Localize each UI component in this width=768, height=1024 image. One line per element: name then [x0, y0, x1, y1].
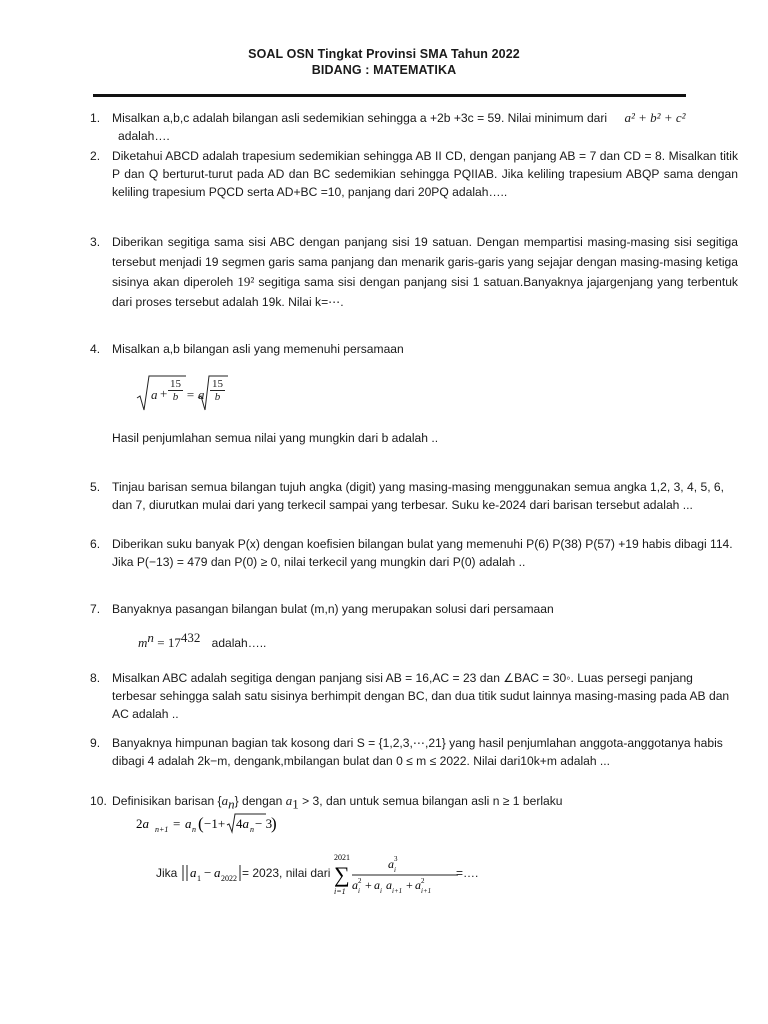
eq-tail: = 2023, nilai dari	[242, 866, 331, 880]
svg-text:a: a	[352, 878, 358, 892]
svg-text:2: 2	[358, 877, 362, 885]
question-tail: adalah…..	[211, 636, 267, 650]
question-text: Diberikan segitiga sama sisi ABC dengan panjang sisi 19 satuan. Dengan mempartisi masing-masing sisi segitiga tersebut menjadi 19 segmen garis sama panjang dan menarik garis-garis yang sejajar dengan masing-masing ketiga sisinya akan diperoleh	[112, 235, 738, 289]
document-subtitle: BIDANG : MATEMATIKA	[311, 63, 457, 77]
cond-sub: 1	[292, 796, 299, 812]
svg-text:4a: 4a	[236, 816, 249, 831]
equals-a: = a	[186, 387, 205, 402]
svg-text:− 3: − 3	[255, 816, 273, 831]
document-page: SOAL OSN Tingkat Provinsi SMA Tahun 2022 BIDANG : MATEMATIKA 1. Misalkan a,b,c adalah bilangan asli sedemikian sehingga a +2b +3c = 59. Nilai minimum dari a² + b² + c² adalah…. 2. Diketahui ABCD adalah trapesium sedemikian sehingga AB II CD, dengan panjang AB = 7 dan CD = 8. Misalkan titik P dan Q berturut-turut pada AD dan BC sedemikian sehingga PQIIAB. Jika keliling trapesium ABQP sama dengan keliling trapesium PQCD serta AD+BC =10, panjang dari 20PQ adalah….. 3. Diberikan segitiga sama sisi ABC dengan panjang sisi 19 satuan. Dengan mempartisi masing-masing sisi segitiga tersebut menjadi 19 segmen garis sama panjang dan menarik garis-garis yang sejajar dengan masing-masing ketiga sisinya akan diperoleh 19² segitiga sama sisi dengan panjang sisi 1 satuan.Banyaknya jajargenjang yang terbentuk dari proses tersebut adalah 19k. Nilai k=⋯. 4. Misalkan a,b bilangan asli yang memenuhi persamaan a + $\frac{15}{b}$ = a $\frac{15}{b}$ Hasil penjumlahan semua nilai yang mungkin dari b adalah .. 5. Tinjau barisan semua bilangan tujuh angka (digit) yang masing-masing menggunakan semua angka 1,2, 3, 4, 5, 6, dan 7, diurutkan mulai dari yang terkecil sampai yang terbesar. Suku ke-2024 dari barisan tersebut adalah ... 6. Diberikan suku banyak P(x) dengan koefisien bilangan bulat yang memenuhi P(6) P(38) P(57) +19 habis dibagi 114. Jika P(−13) = 479 dan P(0) ≥ 0, nilai terkecil yang mungkin dari P(0) adalah .. 7. Banyaknya pasangan bilangan bulat (m,n) yang merupakan solusi dari persamaan $m^n = 17^{432}$ adalah….. 8. Misalkan ABC adalah segitiga dengan panjang sisi AB = 16,AC = 23 dan ∠BAC = 30◦. Luas persegi panjang terbesar sehingga salah satu sisinya berhimpit dengan BC, dan dua titik sudut lainnya masing-masing pada AB dan AC adalah .. 9. Banyaknya himpunan bagian tak kosong dari S = {1,2,3,⋯,21} yang hasil penjumlahan anggota-anggotanya habis dibagi 4 adalah 2k−m, dengank,mbilangan bulat dan 0 ≤ m ≤ 2022. Nilai dari10k+m adalah ... 10. Definisikan barisan $\{a_n\}$ dengan $a_1 > 3$, dan untuk semua bilangan asli n ≥ 1 berlaku 2a n+1 = a n ( −1+ 4a n − 3 ) Jika a 1 − a 2022 = 2023, nilai dari 2021 ∑ i=1 a i 3 a i 2 + a i a i+1 + a i+1 2 =….	[0, 0, 768, 1024]
question-number: 3.	[90, 235, 101, 249]
rhs: = 17	[157, 635, 181, 650]
formula-power-equation	[138, 630, 267, 651]
question-text: Hasil penjumlahan semua nilai yang mungkin dari b adalah ..	[112, 431, 439, 445]
seq-a: a	[221, 793, 229, 808]
question-text: Misalkan a,b bilangan asli yang memenuhi persamaan	[112, 342, 404, 356]
fraction	[210, 378, 225, 403]
question-text: Misalkan a,b,c adalah bilangan asli sedemikian sehingga a +2b +3c = 59. Nilai minimum dari	[112, 111, 608, 125]
svg-text:a: a	[374, 878, 380, 892]
svg-text:+: +	[365, 878, 372, 892]
var-m: m	[138, 635, 148, 650]
svg-text:n: n	[192, 825, 196, 834]
question-text: Diketahui ABCD adalah trapesium sedemikian sehingga AB II CD, dengan panjang AB = 7 dan CD = 8. Misalkan titik P dan Q berturut-turut pada AD dan BC sedemikian sehingga PQIIAB. Jika keliling trapesium ABQP sama dengan keliling trapesium PQCD serta AD+BC =10, panjang dari 20PQ adalah…..	[112, 149, 738, 199]
question-9	[90, 734, 738, 770]
exponent-n: n	[147, 630, 154, 645]
fraction	[168, 378, 183, 403]
svg-text:+: +	[406, 878, 413, 892]
recurrence-render	[136, 811, 286, 837]
svg-text:a: a	[386, 878, 392, 892]
math-expression: 19²	[237, 274, 255, 289]
summation-expression	[332, 852, 462, 898]
question-4-followup	[90, 429, 738, 447]
question-number: 10.	[90, 794, 107, 808]
svg-text:a: a	[214, 865, 221, 880]
svg-text:2022: 2022	[221, 874, 237, 883]
svg-text:a: a	[415, 878, 421, 892]
question-number: 6.	[90, 537, 101, 551]
svg-text:2021: 2021	[334, 853, 350, 862]
sum-end: =….	[456, 866, 479, 880]
svg-text:i: i	[358, 887, 360, 895]
math-expression: a² + b² + c²	[624, 110, 686, 125]
jika-label: Jika	[156, 866, 178, 880]
question-text: Misalkan ABC adalah segitiga dengan panjang sisi AB = 16,AC = 23 dan ∠BAC = 30◦. Luas persegi panjang terbesar sehingga salah satu sisinya berhimpit dengan BC, dan dua titik sudut lainnya masing-masing pada AB dan AC adalah ..	[112, 671, 730, 721]
question-10	[90, 792, 738, 810]
document-title: SOAL OSN Tingkat Provinsi SMA Tahun 2022	[248, 47, 520, 61]
question-6	[90, 535, 738, 571]
seq-sub: n	[228, 796, 235, 812]
question-number: 7.	[90, 602, 101, 616]
question-text: > 3, dan untuk semua bilangan asli n ≥ 1 berlaku	[302, 794, 563, 808]
question-4	[90, 340, 738, 358]
question-number: 8.	[90, 671, 101, 685]
svg-text:∑: ∑	[334, 862, 350, 887]
svg-text:1: 1	[197, 874, 201, 883]
question-number: 2.	[90, 149, 101, 163]
svg-text:n: n	[250, 825, 254, 834]
svg-text:i=1: i=1	[334, 887, 346, 896]
svg-text:i+1: i+1	[421, 887, 432, 895]
question-text: Banyaknya himpunan bagian tak kosong dari S = {1,2,3,⋯,21} yang hasil penjumlahan anggota-anggotanya habis dibagi 4 adalah 2k−m, dengank,mbilangan bulat dan 0 ≤ m ≤ 2022. Nilai dari10k+m adalah ...	[112, 736, 723, 768]
var-a: a	[151, 387, 158, 402]
question-1	[90, 109, 738, 145]
numerator: 15	[212, 378, 223, 390]
svg-text:): )	[271, 814, 277, 833]
svg-text:i: i	[380, 887, 382, 895]
question-number: 1.	[90, 111, 101, 125]
question-2	[90, 147, 738, 201]
question-5	[90, 478, 738, 514]
question-text: Banyaknya pasangan bilangan bulat (m,n) yang merupakan solusi dari persamaan	[112, 602, 554, 616]
question-7	[90, 600, 738, 618]
svg-text:a: a	[388, 857, 394, 871]
svg-text:2: 2	[421, 877, 425, 885]
svg-text:a: a	[185, 816, 192, 831]
exponent-432: 432	[180, 630, 201, 645]
denominator: b	[172, 391, 179, 403]
header-divider	[93, 94, 686, 97]
svg-text:−1+: −1+	[204, 816, 226, 831]
question-8	[90, 669, 738, 723]
question-text: Definisikan barisan {	[112, 794, 222, 808]
recurrence-formula	[136, 811, 286, 842]
question-text: Diberikan suku banyak P(x) dengan koefisien bilangan bulat yang memenuhi P(6) P(38) P(57) +19 habis dibagi 114. Jika P(−13) = 479 dan P(0) ≥ 0, nilai terkecil yang mungkin dari P(0) adalah ..	[112, 537, 733, 569]
cond-a: a	[285, 793, 293, 808]
svg-text:(: (	[198, 814, 204, 833]
svg-text:3: 3	[394, 855, 398, 863]
question-tail: adalah….	[118, 129, 170, 143]
question-3	[90, 233, 738, 312]
svg-text:i+1: i+1	[392, 887, 403, 895]
svg-text:i: i	[394, 866, 396, 874]
question-text: } dengan	[234, 794, 283, 808]
question-text-continued: segitiga sama sisi dengan panjang sisi 1 satuan.Banyaknya jajargenjang yang terbentuk dari proses tersebut adalah 19k. Nilai k=⋯.	[112, 275, 738, 309]
question-number: 9.	[90, 736, 101, 750]
svg-text:=: =	[173, 816, 181, 831]
svg-text:2a: 2a	[136, 816, 149, 831]
question-number: 5.	[90, 480, 101, 494]
sum-question-line	[156, 852, 516, 898]
svg-text:−: −	[204, 865, 212, 880]
numerator: 15	[170, 378, 181, 390]
svg-text:n+1: n+1	[155, 825, 169, 834]
question-text: Tinjau barisan semua bilangan tujuh angka (digit) yang masing-masing menggunakan semua angka 1,2, 3, 4, 5, 6, dan 7, diurutkan mulai dari yang terkecil sampai yang terbesar. Suku ke-2024 dari barisan tersebut adalah ...	[112, 480, 725, 512]
svg-text:a: a	[190, 865, 197, 880]
question-number: 4.	[90, 342, 101, 356]
denominator: b	[214, 391, 221, 403]
